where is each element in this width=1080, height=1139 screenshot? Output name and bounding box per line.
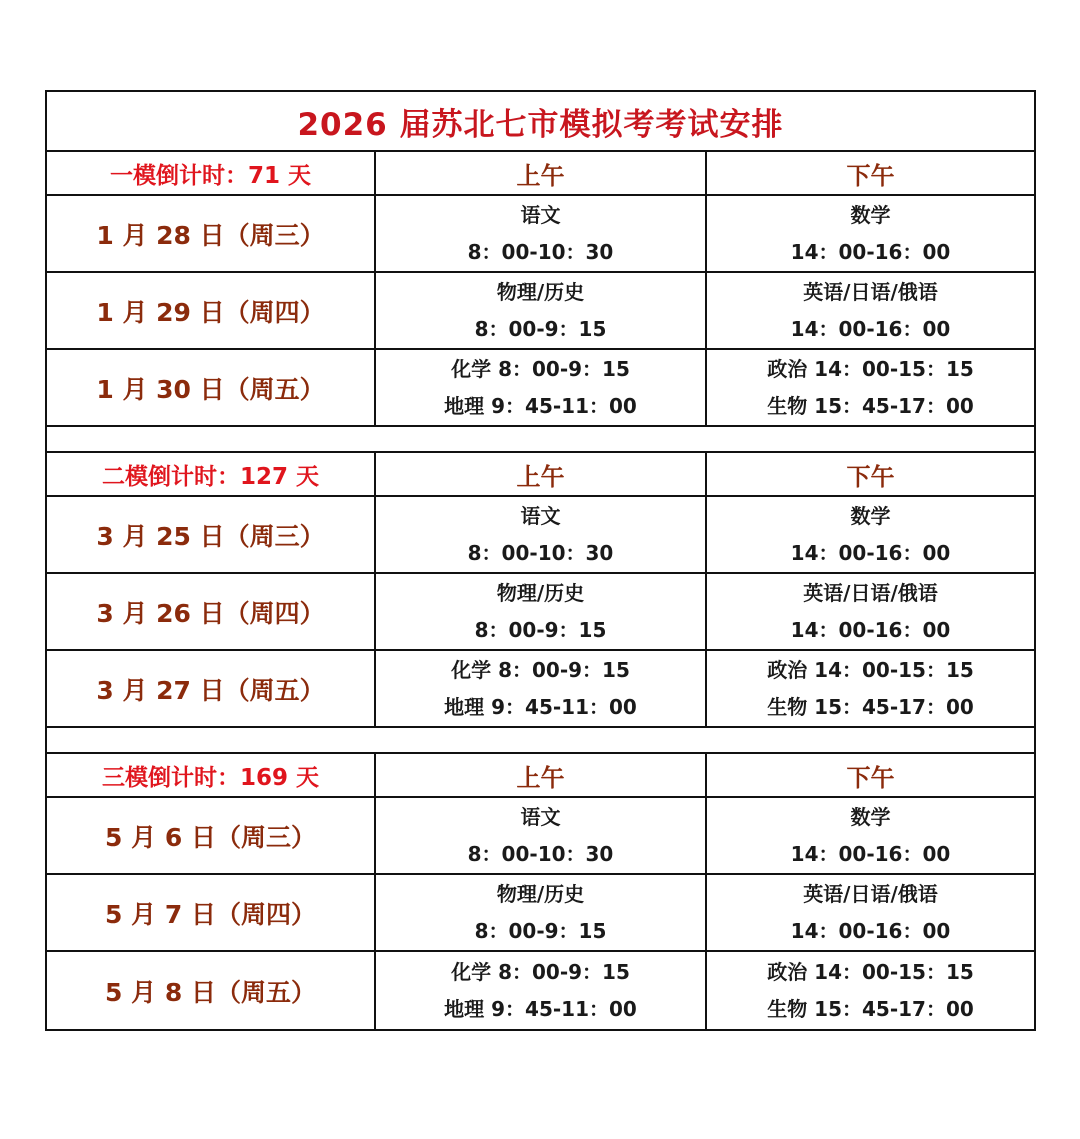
afternoon-exams bbox=[707, 651, 1034, 726]
exam-line: 数学 bbox=[850, 202, 891, 227]
exam-line: 语文 bbox=[520, 202, 561, 227]
morning-exams bbox=[376, 350, 707, 425]
exam-line: 生物 15：45-17：00 bbox=[767, 694, 974, 719]
table-row bbox=[47, 273, 1034, 350]
exam-line: 14：00-16：00 bbox=[790, 918, 951, 943]
afternoon-column-header: 下午 bbox=[846, 161, 895, 190]
exam-line: 生物 15：45-17：00 bbox=[767, 393, 974, 418]
exam-date: 3 月 25 日（周三） bbox=[96, 521, 325, 551]
exam-line: 14：00-16：00 bbox=[790, 540, 951, 565]
morning-exams bbox=[376, 196, 707, 271]
afternoon-exams bbox=[707, 350, 1034, 425]
countdown-label: 三模倒计时：169 天 bbox=[47, 754, 376, 796]
table-row bbox=[47, 350, 1034, 427]
section-header-row bbox=[47, 453, 1034, 497]
morning-column-header: 上午 bbox=[376, 152, 707, 194]
afternoon-column-header: 下午 bbox=[846, 763, 895, 792]
exam-date: 1 月 30 日（周五） bbox=[96, 374, 325, 404]
exam-line: 生物 15：45-17：00 bbox=[767, 996, 974, 1021]
morning-exams bbox=[376, 875, 707, 950]
exam-line: 化学 8：00-9：15 bbox=[451, 959, 630, 984]
exam-date: 5 月 7 日（周四） bbox=[105, 899, 316, 929]
exam-line: 14：00-16：00 bbox=[790, 617, 951, 642]
exam-line: 14：00-16：00 bbox=[790, 841, 951, 866]
exam-date: 5 月 8 日（周五） bbox=[105, 977, 316, 1007]
afternoon-column-header: 下午 bbox=[846, 462, 895, 491]
exam-line: 14：00-16：00 bbox=[790, 316, 951, 341]
exam-date: 3 月 26 日（周四） bbox=[96, 598, 325, 628]
afternoon-exams bbox=[707, 875, 1034, 950]
exam-line: 物理/历史 bbox=[496, 279, 585, 304]
afternoon-exams bbox=[707, 574, 1034, 649]
afternoon-exams bbox=[707, 273, 1034, 348]
exam-line: 化学 8：00-9：15 bbox=[451, 657, 630, 682]
exam-line: 英语/日语/俄语 bbox=[803, 279, 938, 304]
exam-line: 地理 9：45-11：00 bbox=[444, 393, 637, 418]
morning-exams bbox=[376, 651, 707, 726]
section-header-row bbox=[47, 754, 1034, 798]
exam-line: 政治 14：00-15：15 bbox=[767, 356, 974, 381]
table-row bbox=[47, 952, 1034, 1029]
morning-exams bbox=[376, 574, 707, 649]
table-row bbox=[47, 875, 1034, 952]
table-row bbox=[47, 574, 1034, 651]
exam-line: 英语/日语/俄语 bbox=[803, 580, 938, 605]
section-header-row bbox=[47, 152, 1034, 196]
table-row bbox=[47, 196, 1034, 273]
exam-line: 8：00-9：15 bbox=[474, 316, 607, 341]
exam-line: 地理 9：45-11：00 bbox=[444, 694, 637, 719]
exam-line: 物理/历史 bbox=[496, 881, 585, 906]
exam-line: 8：00-10：30 bbox=[467, 841, 614, 866]
exam-line: 8：00-10：30 bbox=[467, 239, 614, 264]
afternoon-exams bbox=[707, 798, 1034, 873]
exam-line: 政治 14：00-15：15 bbox=[767, 657, 974, 682]
table-row bbox=[47, 651, 1034, 728]
exam-date: 1 月 28 日（周三） bbox=[96, 220, 325, 250]
exam-line: 数学 bbox=[850, 804, 891, 829]
morning-column-header: 上午 bbox=[376, 453, 707, 495]
table-row bbox=[47, 798, 1034, 875]
exam-line: 8：00-9：15 bbox=[474, 617, 607, 642]
exam-line: 8：00-10：30 bbox=[467, 540, 614, 565]
exam-line: 英语/日语/俄语 bbox=[803, 881, 938, 906]
table-row bbox=[47, 497, 1034, 574]
exam-line: 14：00-16：00 bbox=[790, 239, 951, 264]
exam-line: 地理 9：45-11：00 bbox=[444, 996, 637, 1021]
exam-line: 政治 14：00-15：15 bbox=[767, 959, 974, 984]
morning-column-header: 上午 bbox=[376, 754, 707, 796]
exam-date: 1 月 29 日（周四） bbox=[96, 297, 325, 327]
table-title: 2026 届苏北七市模拟考考试安排 bbox=[47, 92, 1034, 152]
exam-line: 语文 bbox=[520, 804, 561, 829]
exam-schedule-table bbox=[45, 90, 1036, 1031]
exam-line: 化学 8：00-9：15 bbox=[451, 356, 630, 381]
morning-exams bbox=[376, 798, 707, 873]
countdown-label: 二模倒计时：127 天 bbox=[47, 453, 376, 495]
afternoon-exams bbox=[707, 952, 1034, 1029]
morning-exams bbox=[376, 952, 707, 1029]
exam-date: 5 月 6 日（周三） bbox=[105, 822, 316, 852]
exam-date: 3 月 27 日（周五） bbox=[96, 675, 325, 705]
section-divider bbox=[47, 427, 1034, 453]
exam-line: 数学 bbox=[850, 503, 891, 528]
morning-exams bbox=[376, 497, 707, 572]
countdown-label: 一模倒计时：71 天 bbox=[47, 152, 376, 194]
section-divider bbox=[47, 728, 1034, 754]
exam-line: 语文 bbox=[520, 503, 561, 528]
afternoon-exams bbox=[707, 497, 1034, 572]
exam-line: 物理/历史 bbox=[496, 580, 585, 605]
morning-exams bbox=[376, 273, 707, 348]
exam-line: 8：00-9：15 bbox=[474, 918, 607, 943]
afternoon-exams bbox=[707, 196, 1034, 271]
